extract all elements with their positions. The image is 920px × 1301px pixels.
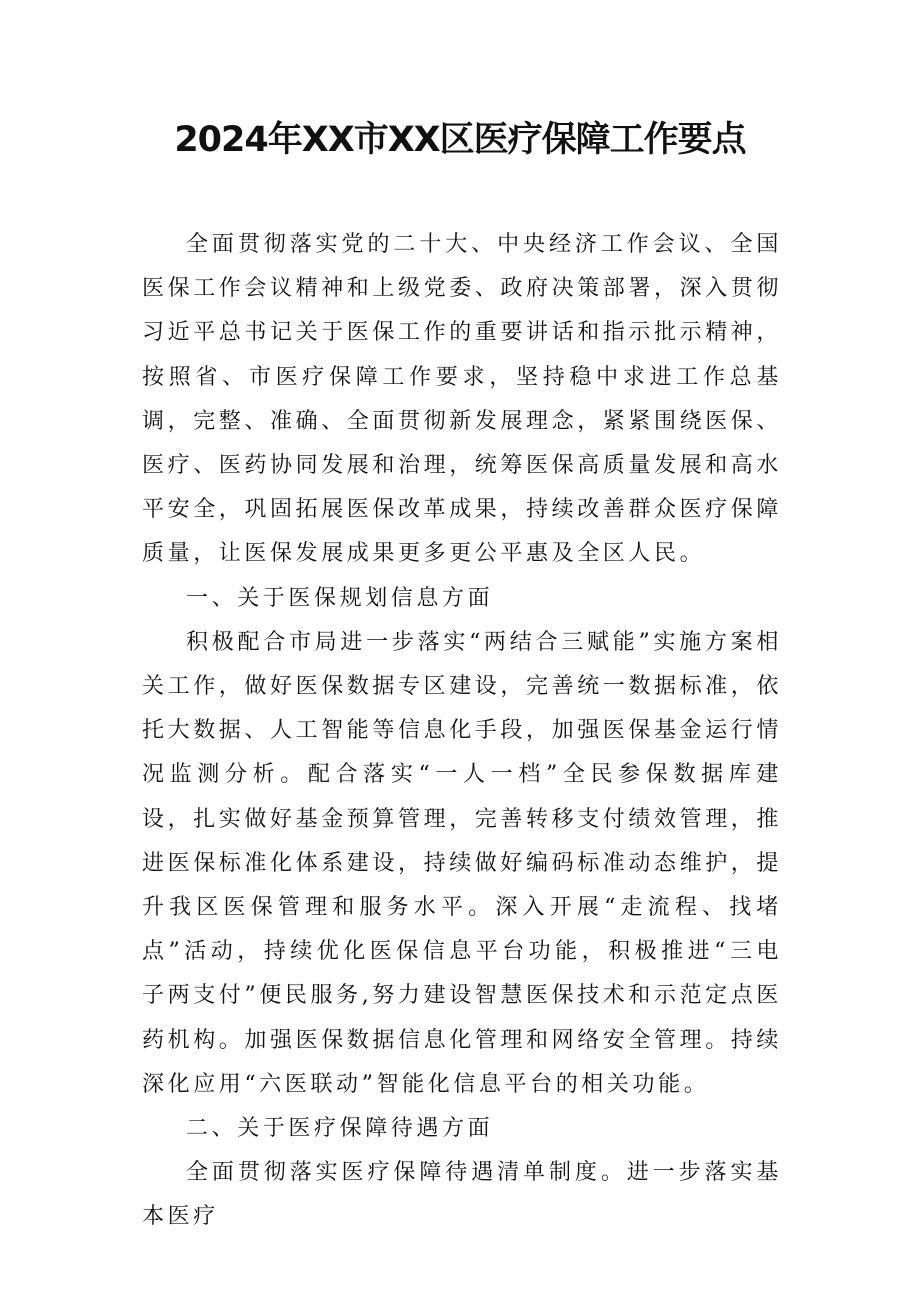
- section-body-benefits: 全面贯彻落实医疗保障待遇清单制度。进一步落实基本医疗: [142, 1160, 782, 1230]
- document-title: 2024年XX市XX区医疗保障工作要点: [174, 120, 746, 160]
- section-heading-benefits: 二、关于医疗保障待遇方面: [186, 1116, 494, 1142]
- section-body-planning-info: 积极配合市局进一步落实“两结合三赋能”实施方案相关工作，做好医保数据专区建设，完善统一数据标准，依托大数据、人工智能等信息化手段，加强医保基金运行情况监测分析。配合落实“一人一档”全民参保数据库建设，扎实做好基金预算管理，完善转移支付绩效管理，推进医保标准化体系建设，持续做好编码标准动态维护，提升我区医保管理和服务水平。深入开展“走流程、找堵点”活动，持续优化医保信息平台功能，积极推进“三电子两支付”便民服务,努力建设智慧医保技术和示范定点医药机构。加强医保数据信息化管理和网络安全管理。持续深化应用“六医联动”智能化信息平台的相关功能。: [142, 629, 783, 1097]
- intro-paragraph: 全面贯彻落实党的二十大、中央经济工作会议、全国医保工作会议精神和上级党委、政府决策部署，深入贯彻习近平总书记关于医保工作的重要讲话和指示批示精神，按照省、市医疗保障工作要求，坚持稳中求进工作总基调，完整、准确、全面贯彻新发展理念，紧紧围绕医保、医疗、医药协同发展和治理，统筹医保高质量发展和高水平安全，巩固拓展医保改革成果，持续改善群众医疗保障质量，让医保发展成果更多更公平惠及全区人民。: [142, 232, 783, 567]
- section-heading-planning-info: 一、关于医保规划信息方面: [186, 585, 494, 611]
- document-body: [142, 223, 782, 1240]
